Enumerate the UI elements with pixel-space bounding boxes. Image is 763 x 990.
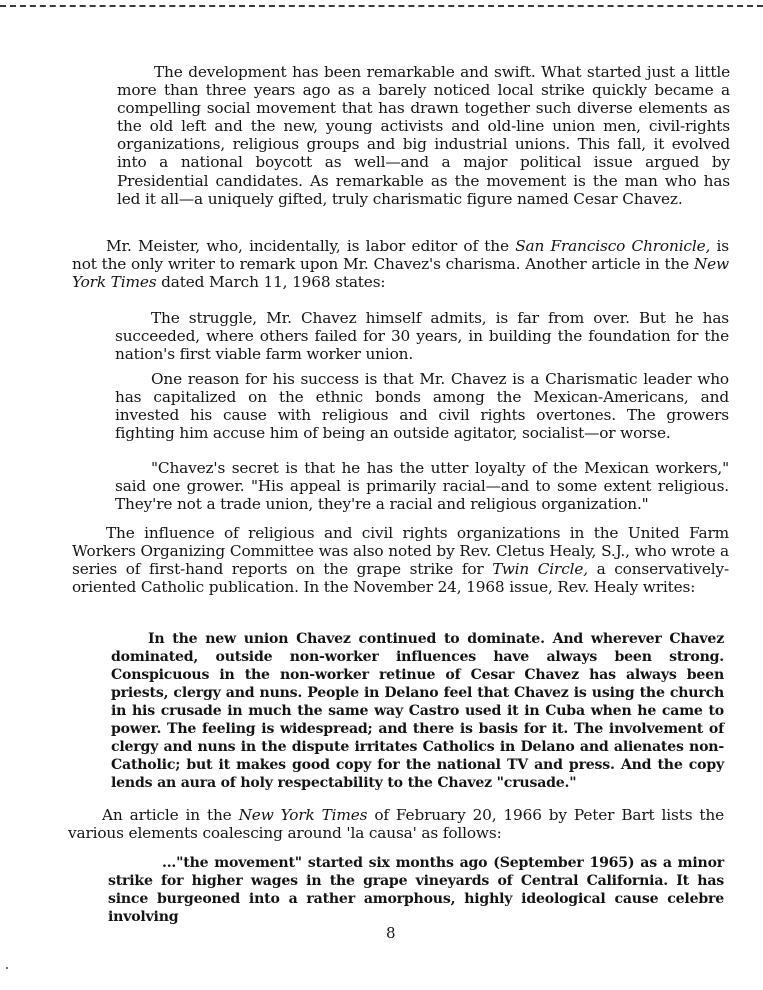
body-paragraph-bart: An article in the New York Times of February 20, 1966 by Peter Bart lists the various elements coalescing around 'la causa' as follows:: [68, 806, 725, 843]
quote-paragraph-grower: "Chavez's secret is that he has the utter loyalty of the Mexican workers," said one grower. "His appeal is primarily racial—and to some extent religious. They're not a trade union, they're a racial and religious organization.": [115, 459, 729, 514]
quote-paragraph-bart: ..."the movement" started six months ago (September 1965) as a minor strike for higher wages in the grape vineyards of Central California. It has since burgeoned into a rather amorphous, highly ideological cause celebre involving: [108, 855, 724, 925]
quote-paragraph-success: One reason for his success is that Mr. Chavez is a Charismatic leader who has capitalized on the ethnic bonds among the Mexican-Americans, and invested his cause with religious and civil rights overtones. The growers fighting him accuse him of being an outside agitator, socialist—or worse.: [115, 370, 729, 443]
publication-title: San Francisco Chronicle,: [515, 237, 711, 255]
publication-title: New York Times: [72, 255, 729, 292]
publication-title: New York Times: [238, 806, 368, 824]
body-paragraph-healy: The influence of religious and civil rights organizations in the United Farm Workers Organizing Committee was also noted by Rev. Cletus Healy, S.J., who wrote a series of first-hand reports on the grape strike for Twin Circle, a conservatively-oriented Catholic publication. In the November 24, 1968 issue, Rev. Healy writes:: [72, 524, 729, 597]
top-dashed-rule: [0, 5, 763, 7]
quote-paragraph-healy: In the new union Chavez continued to dominate. And wherever Chavez dominated, outside non-worker influences have always been strong. Conspicuous in the non-worker retinue of Cesar Chavez has always been priests, clergy and nuns. People in Delano feel that Chavez is using the church in his crusade in much the same way Castro used it in Cuba when he came to power. The feeling is widespread; and there is basis for it. The involvement of clergy and nuns in the dispute irritates Catholics in Delano and alienates non-Catholic; but it makes good copy for the national TV and press. And the copy lends an aura of holy respectability to the Chavez "crusade.": [111, 631, 724, 791]
publication-title: Twin Circle,: [492, 560, 588, 579]
body-paragraph-meister: Mr. Meister, who, incidentally, is labor editor of the San Francisco Chronicle, is not the only writer to remark upon Mr. Chavez's charisma. Another article in the New York Times dated March 11, 1968 states:: [72, 237, 729, 292]
quote-paragraph-struggle: The struggle, Mr. Chavez himself admits, is far from over. But he has succeeded, where others failed for 30 years, in building the foundation for the nation's first viable farm worker union.: [115, 309, 729, 364]
quote-paragraph-1: The development has been remarkable and swift. What started just a little more than three years ago as a barely noticed local strike quickly became a compelling social movement that has drawn together such diverse elements as the old left and the new, young activists and old-line union men, civil-rights organizations, religious groups and big industrial unions. This fall, it evolved into a national boycott as well—and a major political issue argued by Presidential candidates. As remarkable as the movement is the man who has led it all—a uniquely gifted, truly charismatic figure named Cesar Chavez.: [117, 63, 730, 208]
scan-speck: [6, 967, 8, 969]
page-number: 8: [386, 924, 396, 942]
